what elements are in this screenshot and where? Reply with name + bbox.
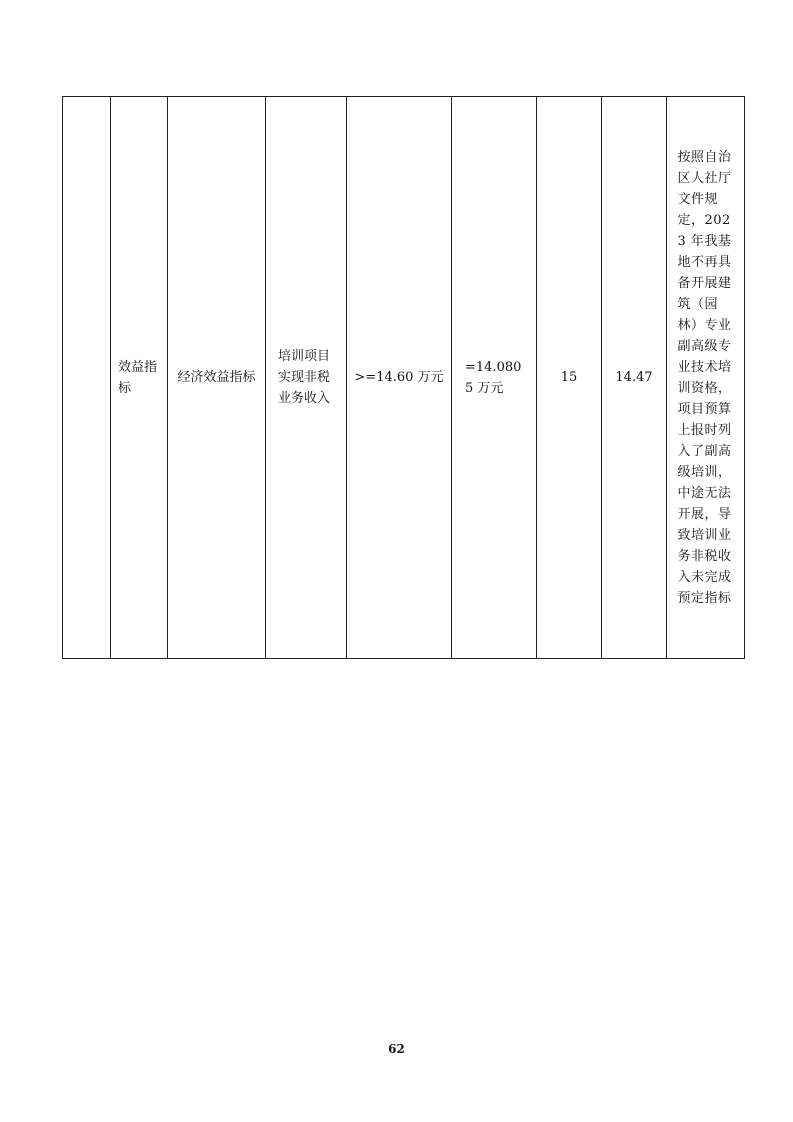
deviation-reason-text: 按照自治区人社厅文件规定，2023 年我基地不再具备开展建筑（园林）专业副高级专业技术培训资格，项目预算上报时列入了副高级培训，中途无法开展，导致培训业务非税收入未完成预定指标 bbox=[677, 149, 732, 606]
annual-target-text: >=14.60 万元 bbox=[354, 370, 444, 385]
table-row bbox=[63, 97, 745, 659]
score-cell bbox=[602, 97, 667, 659]
level1-indicator-text: 效益指标 bbox=[118, 359, 158, 396]
level3-indicator-text: 培训项目实现非税业务收入 bbox=[278, 349, 331, 406]
performance-indicator-table bbox=[62, 96, 745, 659]
level2-indicator-text: 经济效益指标 bbox=[177, 370, 256, 385]
deviation-reason-cell bbox=[667, 97, 745, 659]
weight-cell bbox=[537, 97, 602, 659]
weight-text: 15 bbox=[560, 370, 578, 385]
level2-indicator-cell bbox=[168, 97, 266, 659]
score-text: 14.47 bbox=[615, 370, 653, 385]
level3-indicator-cell bbox=[266, 97, 347, 659]
first-column-cell bbox=[63, 97, 111, 659]
page-number: 62 bbox=[388, 1042, 405, 1056]
level1-indicator-cell bbox=[111, 97, 168, 659]
actual-value-cell bbox=[452, 97, 537, 659]
actual-value-text: =14.0805 万元 bbox=[465, 359, 522, 396]
annual-target-cell bbox=[347, 97, 452, 659]
